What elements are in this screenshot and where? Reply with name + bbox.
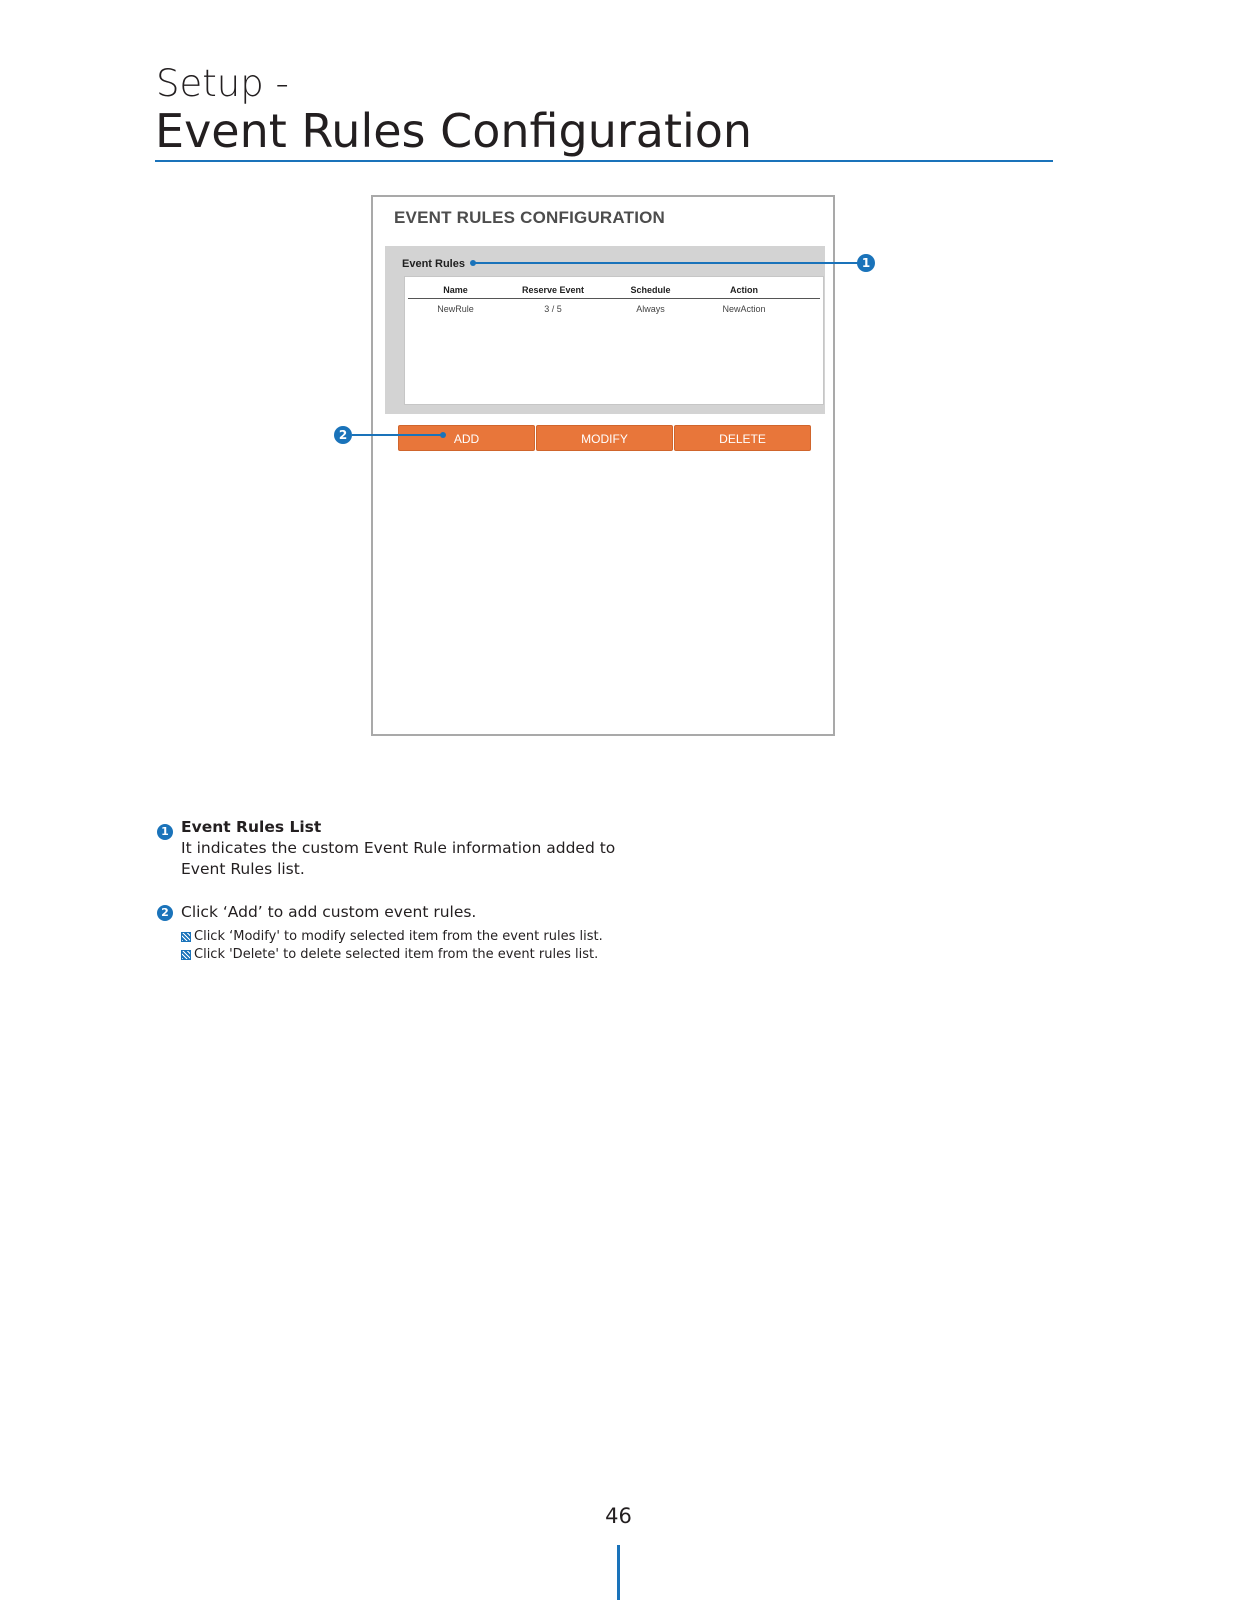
desc-1-title: Event Rules List (181, 818, 322, 836)
callout-1-leader-line (473, 262, 859, 264)
note-2-text: Click 'Delete' to delete selected item from the event rules list. (194, 947, 599, 962)
note-2 (181, 946, 598, 964)
column-header-schedule: Schedule (630, 285, 671, 295)
footer-divider (617, 1545, 620, 1600)
delete-button[interactable]: DELETE (674, 425, 811, 451)
callout-2-marker: 2 (334, 426, 352, 444)
callout-2-anchor-dot (440, 432, 446, 438)
desc-1-line-2: Event Rules list. (181, 860, 305, 878)
desc-1-marker: 1 (157, 824, 173, 840)
title-divider (155, 160, 1053, 162)
note-icon (181, 950, 191, 960)
add-button[interactable]: ADD (398, 425, 535, 451)
page-number: 46 (605, 1504, 632, 1528)
callout-1-marker: 1 (857, 254, 875, 272)
column-header-action: Action (730, 285, 758, 295)
table-header (408, 285, 820, 299)
desc-2-text: Click ‘Add’ to add custom event rules. (181, 903, 477, 921)
desc-1-line-1: It indicates the custom Event Rule information added to (181, 839, 616, 857)
event-rules-panel-title: Event Rules (402, 258, 465, 270)
table-cell-name: NewRule (437, 304, 474, 314)
note-1-text: Click ‘Modify' to modify selected item from the event rules list. (194, 929, 603, 944)
table-cell-reserve-event: 3 / 5 (544, 304, 562, 314)
note-1 (181, 928, 603, 946)
table-cell-schedule: Always (636, 304, 665, 314)
column-header-reserve-event: Reserve Event (521, 285, 585, 295)
page-title: Event Rules Configuration (155, 104, 753, 158)
callout-2-leader-line (352, 434, 443, 436)
table-row[interactable] (408, 304, 820, 314)
section-label: Setup - (156, 62, 289, 105)
desc-2-marker: 2 (157, 905, 173, 921)
note-icon (181, 932, 191, 942)
screenshot-title: EVENT RULES CONFIGURATION (394, 208, 666, 227)
column-header-name: Name (443, 285, 468, 295)
table-cell-action: NewAction (722, 304, 766, 314)
modify-button[interactable]: MODIFY (536, 425, 673, 451)
